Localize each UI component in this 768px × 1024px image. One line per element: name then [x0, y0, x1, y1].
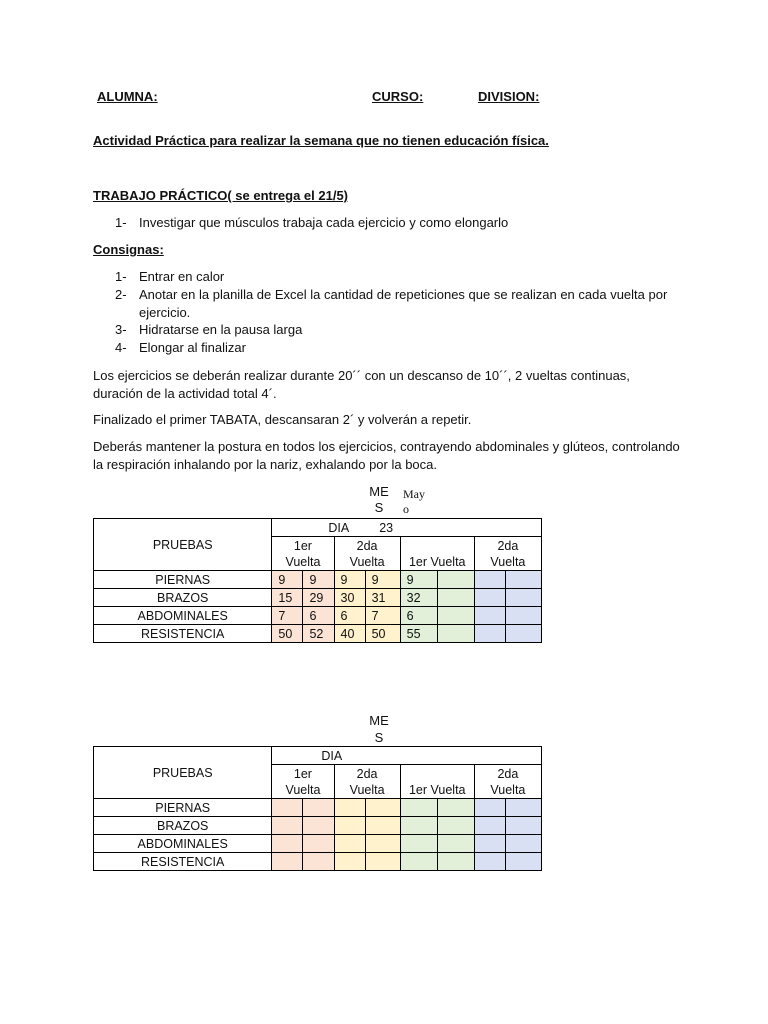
- pruebas-header: PRUEBAS: [94, 519, 272, 571]
- cell[interactable]: 9: [303, 571, 334, 589]
- col-2da-vuelta: 2da Vuelta: [334, 765, 400, 799]
- cell[interactable]: 9: [272, 571, 303, 589]
- cell[interactable]: 40: [334, 625, 365, 643]
- cell[interactable]: 6: [303, 607, 334, 625]
- row-label: BRAZOS: [94, 817, 272, 835]
- cell[interactable]: [505, 853, 541, 871]
- mes-label-2: [369, 712, 389, 746]
- cell[interactable]: [365, 835, 400, 853]
- cell[interactable]: 15: [272, 589, 303, 607]
- trabajo-heading: TRABAJO PRÁCTICO( se entrega el 21/5): [93, 188, 349, 203]
- cell[interactable]: 52: [303, 625, 334, 643]
- table-row: [94, 799, 542, 817]
- dia-header: DIA: [272, 747, 542, 765]
- consigna-item: [115, 286, 675, 322]
- item-text: Anotar en la planilla de Excel la cantidad de repeticiones que se realizan en cada vuelta por ejercicio.: [139, 287, 668, 320]
- item-text: Hidratarse en la pausa larga: [139, 322, 303, 337]
- paragraph-ejercicios: Los ejercicios se deberán realizar durante 20´´ con un descanso de 10´´, 2 vueltas continuas, duración de la actividad total 4´.: [93, 368, 630, 401]
- cell[interactable]: [272, 817, 303, 835]
- mes-label-line: S: [374, 500, 384, 515]
- cell[interactable]: [272, 835, 303, 853]
- cell[interactable]: [365, 799, 400, 817]
- col-1er-vuelta-2: 1er Vuelta: [400, 765, 474, 799]
- cell[interactable]: [437, 853, 474, 871]
- cell[interactable]: [474, 625, 505, 643]
- col-2da-vuelta-2: 2da Vuelta: [474, 765, 541, 799]
- consigna-item: [115, 268, 675, 286]
- paragraph-tabata: Finalizado el primer TABATA, descansaran 2´ y volverán a repetir.: [93, 412, 472, 427]
- col-2da-vuelta: 2da Vuelta: [334, 537, 400, 571]
- cell[interactable]: [505, 625, 541, 643]
- cell[interactable]: [437, 589, 474, 607]
- cell[interactable]: 50: [272, 625, 303, 643]
- item-number: 2-: [115, 287, 127, 302]
- cell[interactable]: [400, 853, 437, 871]
- cell[interactable]: 6: [400, 607, 437, 625]
- table-row: [94, 853, 542, 871]
- col-1er-vuelta: 1er Vuelta: [272, 537, 334, 571]
- cell[interactable]: [334, 817, 365, 835]
- results-table: [93, 518, 542, 643]
- table-row: [94, 817, 542, 835]
- row-label: PIERNAS: [94, 799, 272, 817]
- cell[interactable]: [303, 799, 334, 817]
- cell[interactable]: [437, 835, 474, 853]
- mes-label-line: S: [374, 730, 384, 745]
- item-number: 1-: [115, 269, 127, 284]
- cell[interactable]: [437, 799, 474, 817]
- alumna-label: ALUMNA:: [97, 89, 158, 104]
- blank-table: [93, 746, 542, 871]
- cell[interactable]: [437, 817, 474, 835]
- col-1er-vuelta-2: 1er Vuelta: [400, 537, 474, 571]
- item-text: Elongar al finalizar: [139, 340, 246, 355]
- cell[interactable]: [303, 853, 334, 871]
- trabajo-item: [115, 214, 675, 232]
- item-text: Investigar que músculos trabaja cada ejercicio y como elongarlo: [139, 215, 509, 230]
- cell[interactable]: 31: [365, 589, 400, 607]
- cell[interactable]: 6: [334, 607, 365, 625]
- curso-label: CURSO:: [372, 89, 424, 104]
- row-label: ABDOMINALES: [94, 835, 272, 853]
- consignas-heading: Consignas:: [93, 242, 164, 257]
- consigna-item: [115, 321, 675, 339]
- cell[interactable]: 9: [400, 571, 437, 589]
- item-number: 3-: [115, 322, 127, 337]
- item-number: 1-: [115, 215, 127, 230]
- cell[interactable]: [474, 571, 505, 589]
- cell[interactable]: [474, 799, 505, 817]
- cell[interactable]: [272, 853, 303, 871]
- cell[interactable]: [334, 799, 365, 817]
- table-row: [94, 625, 542, 643]
- consigna-item: [115, 339, 675, 357]
- cell[interactable]: [400, 817, 437, 835]
- mes-value-line: May: [403, 487, 425, 501]
- activity-title: Actividad Práctica para realizar la semana que no tienen educación física.: [93, 133, 549, 148]
- cell[interactable]: [474, 607, 505, 625]
- cell[interactable]: [437, 607, 474, 625]
- cell[interactable]: 9: [365, 571, 400, 589]
- col-1er-vuelta: 1er Vuelta: [272, 765, 334, 799]
- table-row: [94, 571, 542, 589]
- cell[interactable]: 55: [400, 625, 437, 643]
- cell[interactable]: [474, 589, 505, 607]
- cell[interactable]: 7: [365, 607, 400, 625]
- cell[interactable]: [303, 817, 334, 835]
- cell[interactable]: [505, 835, 541, 853]
- dia-header: [272, 519, 542, 537]
- cell[interactable]: [505, 799, 541, 817]
- cell[interactable]: [437, 571, 474, 589]
- table-row: [94, 589, 542, 607]
- pruebas-header: PRUEBAS: [94, 747, 272, 799]
- mes-value: [403, 487, 425, 517]
- cell[interactable]: 30: [334, 589, 365, 607]
- cell[interactable]: [400, 835, 437, 853]
- row-label: BRAZOS: [94, 589, 272, 607]
- cell[interactable]: [334, 835, 365, 853]
- mes-label: [369, 484, 389, 516]
- col-2da-vuelta-2: 2da Vuelta: [474, 537, 541, 571]
- cell[interactable]: 50: [365, 625, 400, 643]
- mes-value-line: o: [403, 502, 409, 516]
- item-number: 4-: [115, 340, 127, 355]
- table-row: [94, 835, 542, 853]
- dia-label: DIA: [328, 520, 350, 535]
- cell[interactable]: [474, 853, 505, 871]
- cell[interactable]: [437, 625, 474, 643]
- cell[interactable]: [505, 817, 541, 835]
- row-label: RESISTENCIA: [94, 625, 272, 643]
- dia-value: 23: [379, 520, 394, 535]
- cell[interactable]: [505, 571, 541, 589]
- cell[interactable]: [272, 799, 303, 817]
- division-label: DIVISION:: [478, 89, 540, 104]
- cell[interactable]: [474, 835, 505, 853]
- cell[interactable]: 9: [334, 571, 365, 589]
- mes-label-line: ME: [369, 484, 389, 499]
- cell[interactable]: [474, 817, 505, 835]
- cell[interactable]: [400, 799, 437, 817]
- table-row: [94, 607, 542, 625]
- row-label: ABDOMINALES: [94, 607, 272, 625]
- cell[interactable]: 7: [272, 607, 303, 625]
- cell[interactable]: [505, 607, 541, 625]
- cell[interactable]: [365, 817, 400, 835]
- row-label: PIERNAS: [94, 571, 272, 589]
- item-text: Entrar en calor: [139, 269, 225, 284]
- cell[interactable]: [334, 853, 365, 871]
- cell[interactable]: [303, 835, 334, 853]
- cell[interactable]: [365, 853, 400, 871]
- cell[interactable]: 32: [400, 589, 437, 607]
- paragraph-postura: Deberás mantener la postura en todos los ejercicios, contrayendo abdominales y glúteos, controlando la respiración inhalando por la nariz, exhalando por la boca.: [93, 439, 680, 472]
- cell[interactable]: [505, 589, 541, 607]
- mes-label-line: ME: [369, 713, 389, 728]
- row-label: RESISTENCIA: [94, 853, 272, 871]
- cell[interactable]: 29: [303, 589, 334, 607]
